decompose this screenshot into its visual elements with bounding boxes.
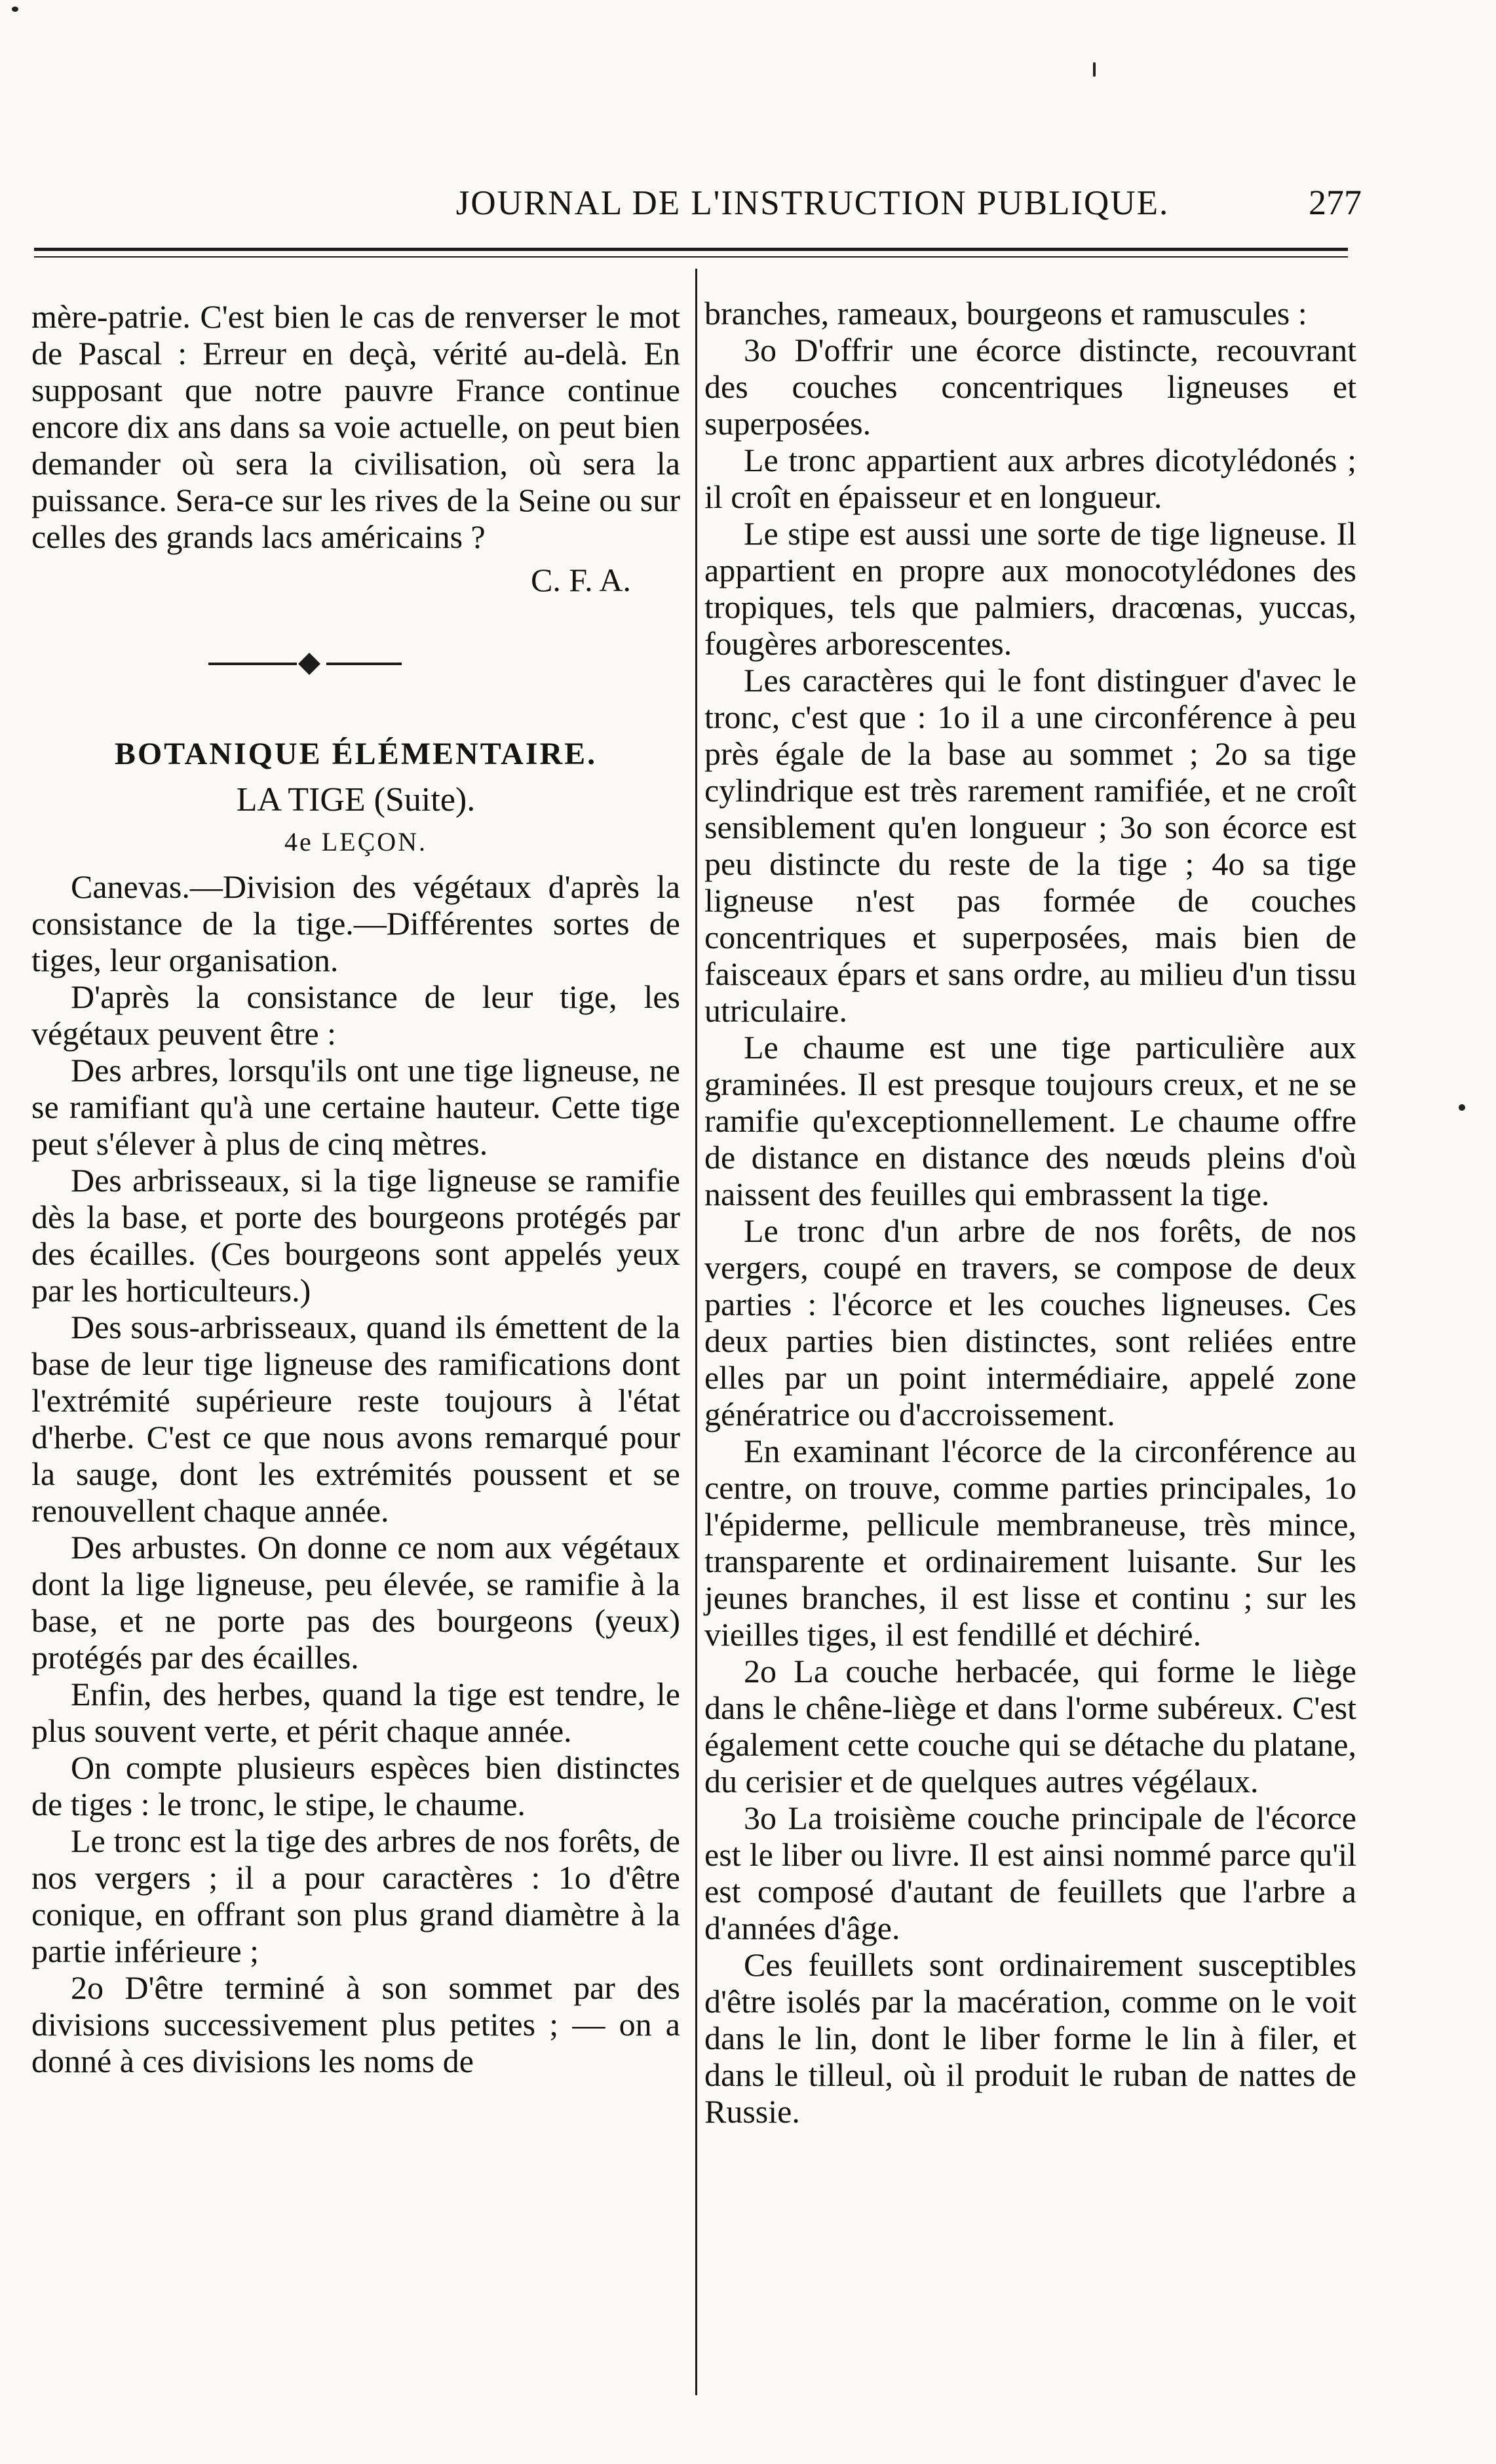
header-rule-thin — [34, 256, 1348, 258]
print-speck — [12, 7, 18, 12]
diamond-ornament-icon — [298, 653, 320, 675]
paragraph: 3o D'offrir une écorce distincte, recouvrant des couches concentriques ligneuses et superposées. — [704, 332, 1356, 442]
paragraph: Des sous-arbrisseaux, quand ils émettent de la base de leur tige ligneuse des ramifications dont l'extrémité supérieure reste toujours à l'état d'herbe. C'est ce que nous avons remarqué pour la sauge, dont les extrémités poussent et se renouvellent chaque année. — [31, 1309, 680, 1529]
article-ending: mère-patrie. C'est bien le cas de renverser le mot de Pascal : Erreur en deçà, vérité au-delà. En supposant que notre pauvre France continue encore dix ans dans sa voie actuelle, on peut bien demander où sera la civilisation, où sera la puissance. Sera-ce sur les rives de la Seine ou sur celles des grands lacs américains ? — [31, 298, 680, 555]
left-column — [31, 298, 680, 2079]
paragraph: En examinant l'écorce de la circonférence au centre, on trouve, comme parties principales, 1o l'épiderme, pellicule membraneuse, très mince, transparente et ordinairement luisante. Sur les jeunes branches, il est lisse et continu ; sur les vieilles tiges, il est fendillé et déchiré. — [704, 1433, 1356, 1653]
running-header: JOURNAL DE L'INSTRUCTION PUBLIQUE. — [455, 184, 1170, 222]
paragraph: Les caractères qui le font distinguer d'avec le tronc, c'est que : 1o il a une circonférence à peu près égale de la base au sommet ; 2o sa tige cylindrique est très rarement ramifiée, et ne croît sensiblement qu'en longueur ; 3o son écorce est peu distincte du reste de la tige ; 4o sa tige ligneuse n'est pas formée de couches concentriques et superposées, mais bien de faisceaux épars et sans ordre, au milieu d'un tissu utriculaire. — [704, 662, 1356, 1029]
paragraph: On compte plusieurs espèces bien distinctes de tiges : le tronc, le stipe, le chaume. — [31, 1749, 680, 1822]
separator-line — [208, 663, 297, 665]
paragraph: 2o La couche herbacée, qui forme le liège dans le chêne-liège et dans l'orme subéreux. C'est également cette couche qui se détache du platane, du cerisier et de quelques autres végélaux. — [704, 1653, 1356, 1800]
paragraph: Le tronc est la tige des arbres de nos forêts, de nos vergers ; il a pour caractères : 1o d'être conique, en offrant son plus grand diamètre à la partie inférieure ; — [31, 1822, 680, 1969]
header-rule — [34, 248, 1348, 251]
paragraph: Des arbustes. On donne ce nom aux végétaux dont la lige ligneuse, peu élevée, se ramifie à la base, et ne porte pas des bourgeons (yeux) protégés par des écailles. — [31, 1529, 680, 1676]
column-divider — [695, 269, 697, 2395]
lesson-title: LA TIGE (Suite). — [236, 781, 476, 818]
print-speck — [1459, 1104, 1465, 1111]
paragraph: D'après la consistance de leur tige, les végétaux peuvent être : — [31, 978, 680, 1052]
paragraph: branches, rameaux, bourgeons et ramuscules : — [704, 295, 1307, 332]
paragraph: Enfin, des herbes, quand la tige est tendre, le plus souvent verte, et périt chaque année. — [31, 1676, 680, 1749]
paragraph: 2o D'être terminé à son sommet par des divisions successivement plus petites ; — on a donné à ces divisions les noms de — [31, 1969, 680, 2079]
paragraph: Le chaume est une tige particulière aux graminées. Il est presque toujours creux, et ne se ramifie qu'exceptionnellement. Le chaume offre de distance en distance des nœuds pleins d'où naissent des feuilles qui embrassent la tige. — [704, 1029, 1356, 1212]
article-signature: C. F. A. — [530, 562, 631, 598]
paragraph: Le tronc appartient aux arbres dicotylédonés ; il croît en épaisseur et en longueur. — [704, 442, 1356, 515]
paragraph: Canevas.—Division des végétaux d'après la consistance de la tige.—Différentes sortes de tiges, leur organisation. — [31, 868, 680, 978]
paragraph: Le stipe est aussi une sorte de tige ligneuse. Il appartient en propre aux monocotylédones des tropiques, tels que palmiers, dracœnas, yuccas, fougères arborescentes. — [704, 515, 1356, 662]
paragraph: Des arbrisseaux, si la tige ligneuse se ramifie dès la base, et porte des bourgeons protégés par des écailles. (Ces bourgeons sont appelés yeux par les horticulteurs.) — [31, 1162, 680, 1309]
section-title: BOTANIQUE ÉLÉMENTAIRE. — [114, 737, 598, 771]
lesson-number: 4e LEÇON. — [284, 827, 428, 857]
section-separator — [31, 651, 680, 677]
paragraph: Ces feuillets sont ordinairement susceptibles d'être isolés par la macération, comme on le voit dans le lin, dont le liber forme le lin à filer, et dans le tilleul, où il produit le ruban de nattes de Russie. — [704, 1946, 1356, 2130]
separator-line — [326, 663, 402, 665]
paragraph: Des arbres, lorsqu'ils ont une tige ligneuse, ne se ramifiant qu'à une certaine hauteur. Cette tige peut s'élever à plus de cinq mètres. — [31, 1052, 680, 1162]
right-column — [704, 295, 1356, 2130]
paragraph: 3o La troisième couche principale de l'écorce est le liber ou livre. Il est ainsi nommé parce qu'il est composé d'autant de feuillets que l'arbre a d'années d'âge. — [704, 1800, 1356, 1946]
paragraph: Le tronc d'un arbre de nos forêts, de nos vergers, coupé en travers, se compose de deux parties : l'écorce et les couches ligneuses. Ces deux parties bien distinctes, sont reliées entre elles par un point intermédiaire, appelé zone génératrice ou d'accroissement. — [704, 1212, 1356, 1433]
print-speck — [1093, 62, 1096, 77]
page-number: 277 — [1309, 183, 1362, 222]
